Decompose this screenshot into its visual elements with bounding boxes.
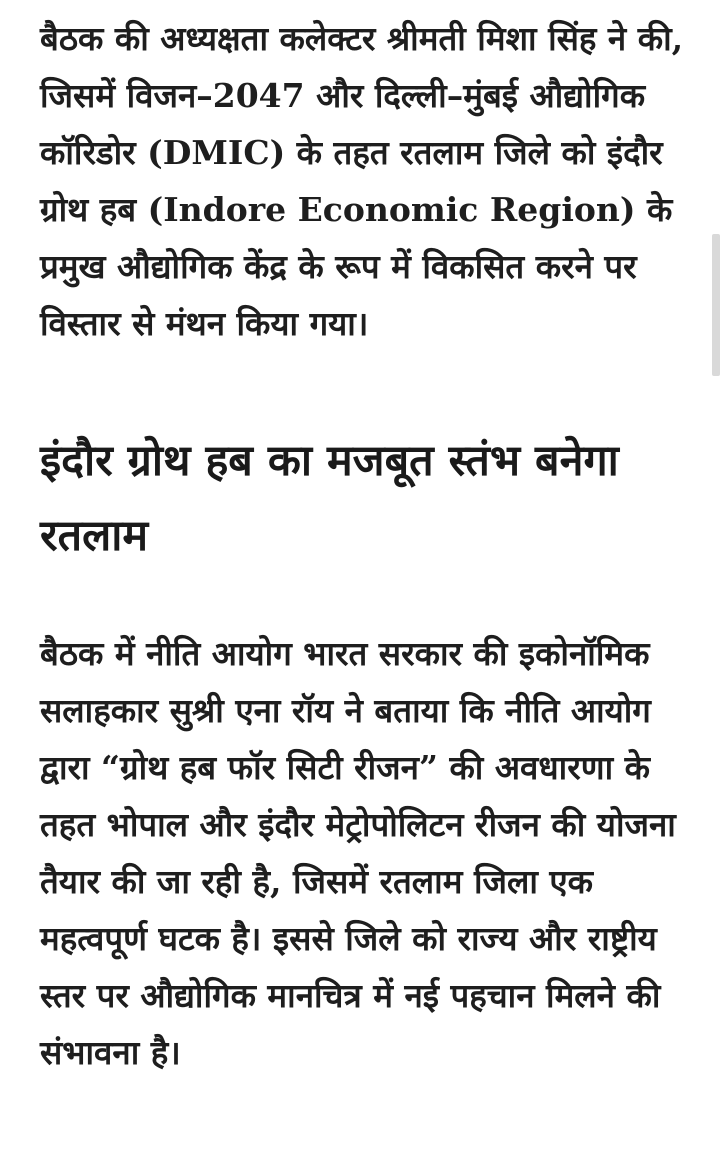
section-heading: इंदौर ग्रोथ हब का मजबूत स्तंभ बनेगा रतलाम: [40, 436, 619, 561]
article-paragraph-1: बैठक की अध्यक्षता कलेक्टर श्रीमती मिशा सिंह ने की, जिसमें विजन–2047 और दिल्ली–मुंबई औद्योगिक कॉरिडोर (DMIC) के तहत रतलाम जिले को इंदौर ग्रोथ हब (Indore Economic Region) के प्रमुख औद्योगिक केंद्र के रूप में विकसित करने पर विस्तार से मंथन किया गया।: [40, 19, 684, 343]
article-paragraph-2: बैठक में नीति आयोग भारत सरकार की इकोनॉमिक सलाहकार सुश्री एना रॉय ने बताया कि नीति आयोग द्वारा “ग्रोथ हब फॉर सिटी रीजन” की अवधारणा के तहत भोपाल और इंदौर मेट्रोपोलिटन रीजन की योजना तैयार की जा रही है, जिसमें रतलाम जिला एक महत्वपूर्ण घटक है। इससे जिले को राज्य और राष्ट्रीय स्तर पर औद्योगिक मानचित्र में नई पहचान मिलने की संभावना है।: [40, 634, 676, 1072]
scrollbar-thumb[interactable]: [712, 234, 720, 376]
